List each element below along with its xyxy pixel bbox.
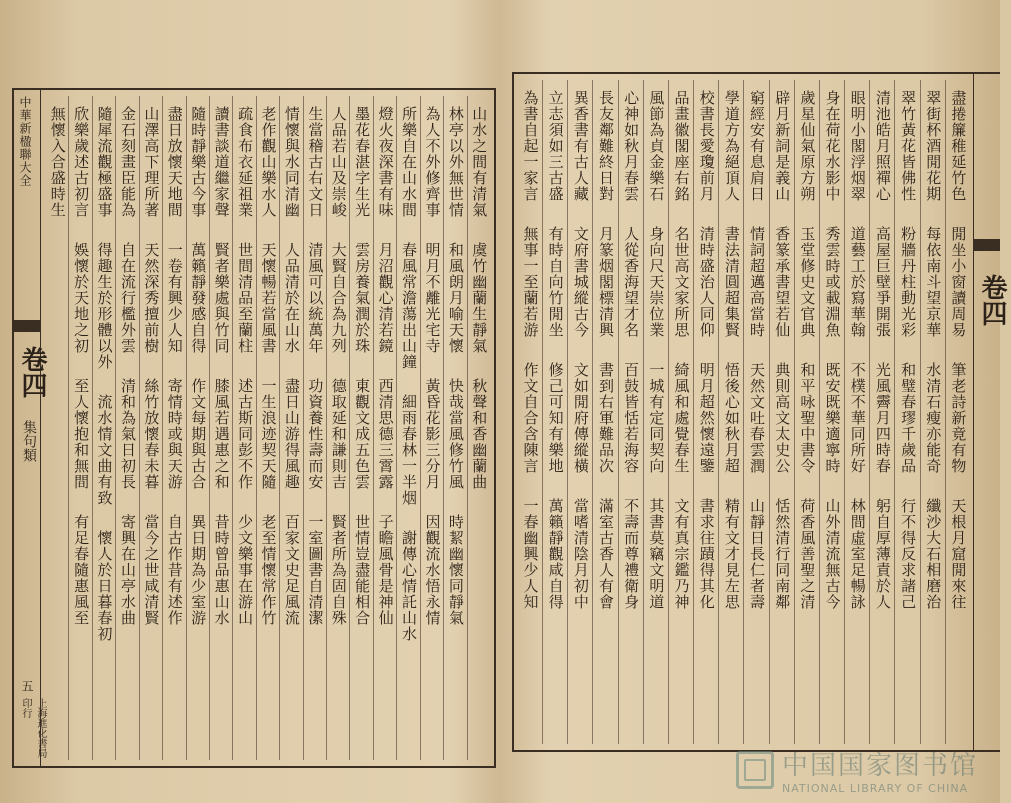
couplet-phrase: 百家文史足風流 xyxy=(282,514,301,626)
couplet-phrase: 閒坐小窗讀周易 xyxy=(949,226,968,338)
text-column xyxy=(643,80,668,744)
text-column xyxy=(420,96,443,760)
couplet-phrase: 燈火夜深書有味 xyxy=(376,106,395,218)
couplet-phrase: 百鼓皆恬若海容 xyxy=(622,362,641,474)
couplet-phrase: 和璧春璆千歲品 xyxy=(899,362,918,474)
text-column xyxy=(518,80,542,744)
couplet-phrase: 書到右軍難品次 xyxy=(597,362,615,474)
right-page xyxy=(500,0,1007,803)
text-column xyxy=(396,96,419,760)
couplet-phrase: 人品若山及崇峻 xyxy=(329,106,348,218)
couplet-phrase: 滿室古香人有會 xyxy=(597,498,615,610)
couplet-phrase: 山靜日長仁者壽 xyxy=(748,498,767,610)
couplet-phrase: 山澤高下理所著 xyxy=(142,106,161,218)
library-watermark xyxy=(736,745,978,795)
couplet-phrase: 疏食布衣延祖業 xyxy=(236,106,255,218)
couplet-phrase: 為人不外修齊事 xyxy=(423,106,442,218)
couplet-phrase: 荷香風善聖之清 xyxy=(798,498,817,610)
couplet-phrase: 文如閒府傳縱橫 xyxy=(571,362,590,474)
text-column xyxy=(844,80,869,744)
text-column xyxy=(92,96,115,760)
couplet-phrase: 作文自合含陳言 xyxy=(521,362,540,474)
couplet-phrase: 和平咏聖中書令 xyxy=(798,362,817,474)
couplet-phrase: 身在荷花水影中 xyxy=(823,90,842,202)
couplet-phrase: 眼明小閣浮烟翠 xyxy=(848,90,867,202)
left-margin-column xyxy=(14,90,47,766)
couplet-phrase: 高屋巨壁爭開張 xyxy=(873,226,892,338)
couplet-phrase: 快哉當風修竹風 xyxy=(446,378,465,490)
couplet-phrase: 所樂自在山水間 xyxy=(400,106,419,218)
watermark-english: NATIONAL LIBRARY OF CHINA xyxy=(781,782,969,795)
couplet-phrase: 不樸不華同所好 xyxy=(848,362,867,474)
couplet-phrase: 西清思德三霄露 xyxy=(376,378,395,490)
couplet-phrase: 心神如秋月春雲 xyxy=(622,90,641,202)
couplet-phrase: 風節為貞金樂石 xyxy=(647,90,666,202)
couplet-phrase: 一室圖書自清潔 xyxy=(306,514,325,626)
couplet-phrase: 林亭以外無世情 xyxy=(446,106,465,218)
couplet-phrase: 娛懷於天地之初 xyxy=(72,242,91,354)
left-text-columns xyxy=(46,96,490,760)
couplet-phrase: 世間清品至蘭柱 xyxy=(236,242,255,354)
couplet-phrase: 清和為氣日初長 xyxy=(118,378,137,490)
couplet-phrase: 生當稽古右文日 xyxy=(306,106,325,218)
couplet-phrase: 人品清於在山水 xyxy=(282,242,301,354)
couplet-phrase: 月篆烟閣標清興 xyxy=(597,226,615,338)
couplet-phrase: 山水之間有清氣 xyxy=(470,106,489,218)
couplet-phrase: 寄興在山亭水曲 xyxy=(118,514,137,626)
couplet-phrase: 天懷暢若當風書 xyxy=(259,242,278,354)
couplet-phrase: 綺風和處覺春生 xyxy=(672,362,691,474)
couplet-phrase: 書求往蹟得其化 xyxy=(697,498,716,610)
couplet-phrase: 修己可知有樂地 xyxy=(546,362,565,474)
couplet-phrase: 道藝工於寫華翰 xyxy=(848,226,867,338)
couplet-phrase: 自古作昔有述作 xyxy=(165,514,184,626)
couplet-phrase: 粉牆丹柱動光彩 xyxy=(899,226,918,338)
couplet-phrase: 賢者所為固自殊 xyxy=(329,514,348,626)
couplet-phrase: 謝傳心情託山水 xyxy=(400,530,419,642)
couplet-phrase: 躬自厚薄責於人 xyxy=(873,498,892,610)
couplet-phrase: 讀書談道繼家聲 xyxy=(212,106,231,218)
couplet-phrase: 昔時曾品惠山水 xyxy=(212,514,231,626)
text-column xyxy=(945,80,970,744)
couplet-phrase: 盡日放懷天地間 xyxy=(165,106,184,218)
volume-label: 卷四 xyxy=(17,346,47,398)
text-column xyxy=(443,96,466,760)
couplet-phrase: 香篆承書望若仙 xyxy=(773,226,792,338)
text-column xyxy=(46,96,68,760)
couplet-phrase: 長友鄰難終日對 xyxy=(597,90,615,202)
couplet-phrase: 林間虛室足暢詠 xyxy=(848,498,867,610)
text-column xyxy=(592,80,617,744)
couplet-phrase: 人從香海望才名 xyxy=(622,226,641,338)
text-column xyxy=(920,80,945,744)
publisher-imprint: 上海進化書局印行 xyxy=(20,698,46,758)
couplet-phrase: 秀雲時或載淵魚 xyxy=(823,226,842,338)
couplet-phrase: 為書自起一家言 xyxy=(521,90,540,202)
couplet-phrase: 時絜幽懷同靜氣 xyxy=(446,514,465,626)
couplet-phrase: 玉堂修史文官典 xyxy=(798,226,817,338)
text-column xyxy=(232,96,255,760)
volume-label-right: 卷四 xyxy=(977,274,1007,326)
couplet-phrase: 一城有定同契向 xyxy=(647,362,666,474)
couplet-phrase: 異香書有古人藏 xyxy=(571,90,590,202)
right-text-columns xyxy=(518,80,970,744)
couplet-phrase: 精有文才見左思 xyxy=(722,498,741,610)
couplet-phrase: 子瞻風骨是神仙 xyxy=(376,514,395,626)
couplet-phrase: 每依南斗望京華 xyxy=(924,226,943,338)
couplet-phrase: 流水情文曲有致 xyxy=(95,394,114,506)
fish-tail-mark xyxy=(974,239,1000,251)
couplet-phrase: 其書莫竊文明道 xyxy=(647,498,666,610)
couplet-phrase: 恬然清行同南鄰 xyxy=(773,498,792,610)
watermark-chinese: 中国国家图书馆 xyxy=(781,751,978,781)
couplet-phrase: 清池皓月照禪心 xyxy=(873,90,892,202)
couplet-phrase: 天然文吐春雲潤 xyxy=(748,362,767,474)
couplet-phrase: 欣樂歲述古初言 xyxy=(72,106,91,218)
couplet-phrase: 有時自向竹閒坐 xyxy=(546,226,565,338)
library-logo-icon xyxy=(736,751,774,789)
couplet-phrase: 窮經安有息肩日 xyxy=(748,90,767,202)
couplet-phrase: 水清石瘦亦能奇 xyxy=(924,362,943,474)
couplet-phrase: 學道方為絕頂人 xyxy=(722,90,741,202)
couplet-phrase: 作文每期與古合 xyxy=(189,378,208,490)
couplet-phrase: 大賢自合為九列 xyxy=(329,242,348,354)
text-column xyxy=(693,80,718,744)
text-column xyxy=(186,96,209,760)
text-column xyxy=(209,96,232,760)
couplet-phrase: 萬籟靜發感自得 xyxy=(189,242,208,354)
couplet-phrase: 因觀流水悟永情 xyxy=(423,514,442,626)
text-column xyxy=(349,96,372,760)
couplet-phrase: 德取延和謙則吉 xyxy=(329,378,348,490)
couplet-phrase: 述古斯同彭不作 xyxy=(236,378,255,490)
text-column xyxy=(869,80,894,744)
couplet-phrase: 黃昏花影三分月 xyxy=(423,378,442,490)
couplet-phrase: 當嗜清陰月初中 xyxy=(571,498,590,610)
couplet-phrase: 歲星仙氣原方朔 xyxy=(798,90,817,202)
couplet-phrase: 一生浪迹契天隨 xyxy=(259,378,278,490)
couplet-phrase: 老至情懷常作竹 xyxy=(259,514,278,626)
couplet-phrase: 春風常澹蕩出山鐘 xyxy=(400,242,419,370)
text-column xyxy=(373,96,396,760)
fish-tail-mark xyxy=(14,320,40,332)
text-column xyxy=(618,80,643,744)
couplet-phrase: 絲竹放懷春未暮 xyxy=(142,378,161,490)
text-column xyxy=(743,80,768,744)
couplet-phrase: 少文樂事在游山 xyxy=(236,514,255,626)
text-column xyxy=(769,80,794,744)
text-column xyxy=(894,80,919,744)
couplet-phrase: 盡日山游得風趣 xyxy=(282,378,301,490)
couplet-phrase: 文府書城縱古今 xyxy=(571,226,590,338)
left-page xyxy=(0,0,500,803)
couplet-phrase: 隨犀流觀極盛事 xyxy=(95,106,114,218)
couplet-phrase: 筆老詩新竟有物 xyxy=(949,362,968,474)
text-column xyxy=(68,96,91,760)
text-column xyxy=(115,96,138,760)
text-column xyxy=(467,96,490,760)
couplet-phrase: 雲房養氣潤於珠 xyxy=(353,242,372,354)
couplet-phrase: 懷人於日暮春初 xyxy=(95,530,114,642)
couplet-phrase: 翠街杯酒閒花期 xyxy=(924,90,943,202)
couplet-phrase: 身向尺天崇位業 xyxy=(647,226,666,338)
couplet-phrase: 名世高文家所思 xyxy=(672,226,691,338)
couplet-phrase: 品畫徽閣座右銘 xyxy=(672,90,691,202)
couplet-phrase: 光風霽月四時春 xyxy=(873,362,892,474)
text-column xyxy=(567,80,592,744)
text-column xyxy=(256,96,279,760)
couplet-phrase: 天然深秀擅前樹 xyxy=(142,242,161,354)
text-column xyxy=(794,80,819,744)
couplet-phrase: 盡捲簾稚延竹色 xyxy=(949,90,968,202)
couplet-phrase: 一春幽興少人知 xyxy=(521,498,540,610)
couplet-phrase: 天根月窟閒來往 xyxy=(949,498,968,610)
text-column xyxy=(718,80,743,744)
couplet-phrase: 既安既樂適寧時 xyxy=(823,362,842,474)
right-page-frame xyxy=(512,72,1007,752)
text-column xyxy=(542,80,567,744)
couplet-phrase: 典則高文太史公 xyxy=(773,362,792,474)
couplet-phrase: 纖沙大石相磨治 xyxy=(924,498,943,610)
couplet-phrase: 功資養性壽而安 xyxy=(306,378,325,490)
couplet-phrase: 校書長愛瓊前月 xyxy=(697,90,716,202)
couplet-phrase: 自在流行檻外雲 xyxy=(118,242,137,354)
couplet-phrase: 無懷入合盛時生 xyxy=(48,106,67,218)
text-column xyxy=(162,96,185,760)
couplet-phrase: 賢者樂處與竹同 xyxy=(212,242,231,354)
couplet-phrase: 明月不離光宅寺 xyxy=(423,242,442,354)
couplet-phrase: 明月超然懷遠鑒 xyxy=(697,362,716,474)
text-column xyxy=(279,96,302,760)
volume-category: 集句類 xyxy=(21,420,37,462)
couplet-phrase: 無事一至蘭若游 xyxy=(521,226,540,338)
couplet-phrase: 隨時靜樂古今事 xyxy=(189,106,208,218)
couplet-phrase: 有足春隨惠風至 xyxy=(72,514,91,626)
text-column xyxy=(326,96,349,760)
couplet-phrase: 老作觀山樂水人 xyxy=(259,106,278,218)
couplet-phrase: 金石刻畫臣能為 xyxy=(118,106,137,218)
couplet-phrase: 辟月新詞是義山 xyxy=(773,90,792,202)
couplet-phrase: 立志須如三古盛 xyxy=(546,90,565,202)
couplet-phrase: 悟後心如秋月超 xyxy=(722,362,741,474)
couplet-phrase: 得趣生於形體以外 xyxy=(95,242,114,370)
couplet-phrase: 世情豈盡能相合 xyxy=(353,514,372,626)
couplet-phrase: 至人懷抱和無間 xyxy=(72,378,91,490)
couplet-phrase: 清風可以統萬年 xyxy=(306,242,325,354)
couplet-phrase: 膝風若遇惠之和 xyxy=(212,378,231,490)
couplet-phrase: 細雨春林一半烟 xyxy=(400,394,419,506)
couplet-phrase: 翠竹黃花皆佛性 xyxy=(899,90,918,202)
page-number: 五 xyxy=(20,680,34,692)
couplet-phrase: 寄情時或與天游 xyxy=(165,378,184,490)
couplet-phrase: 月沼觀心清若鏡 xyxy=(376,242,395,354)
left-page-frame xyxy=(12,88,496,768)
couplet-phrase: 墨花春湛字生光 xyxy=(353,106,372,218)
couplet-phrase: 書法清圓超集賢 xyxy=(722,226,741,338)
couplet-phrase: 一卷有興少人知 xyxy=(165,242,184,354)
couplet-phrase: 和風朗月喻天懷 xyxy=(446,242,465,354)
text-column xyxy=(303,96,326,760)
couplet-phrase: 萬籟靜觀咸自得 xyxy=(546,498,565,610)
couplet-phrase: 清時盛治人同仰 xyxy=(697,226,716,338)
couplet-phrase: 行不得反求諸己 xyxy=(899,498,918,610)
couplet-phrase: 當今之世咸清賢 xyxy=(142,514,161,626)
text-column xyxy=(819,80,844,744)
text-column xyxy=(668,80,693,744)
couplet-phrase: 異日期為少室游 xyxy=(189,514,208,626)
couplet-phrase: 情懷與水同清幽 xyxy=(282,106,301,218)
text-column xyxy=(139,96,162,760)
couplet-phrase: 不壽而尊禮衛身 xyxy=(622,498,641,610)
couplet-phrase: 情詞超邁高當時 xyxy=(748,226,767,338)
book-title: 中華新楹聯大全 xyxy=(18,96,32,187)
couplet-phrase: 東觀文成五色雲 xyxy=(353,378,372,490)
right-margin-column xyxy=(973,74,1007,750)
couplet-phrase: 文有真宗鑑乃神 xyxy=(672,498,691,610)
couplet-phrase: 秋聲和香幽蘭曲 xyxy=(470,378,489,490)
couplet-phrase: 山外清流無古今 xyxy=(823,498,842,610)
couplet-phrase: 虞竹幽蘭生靜氣 xyxy=(470,242,489,354)
